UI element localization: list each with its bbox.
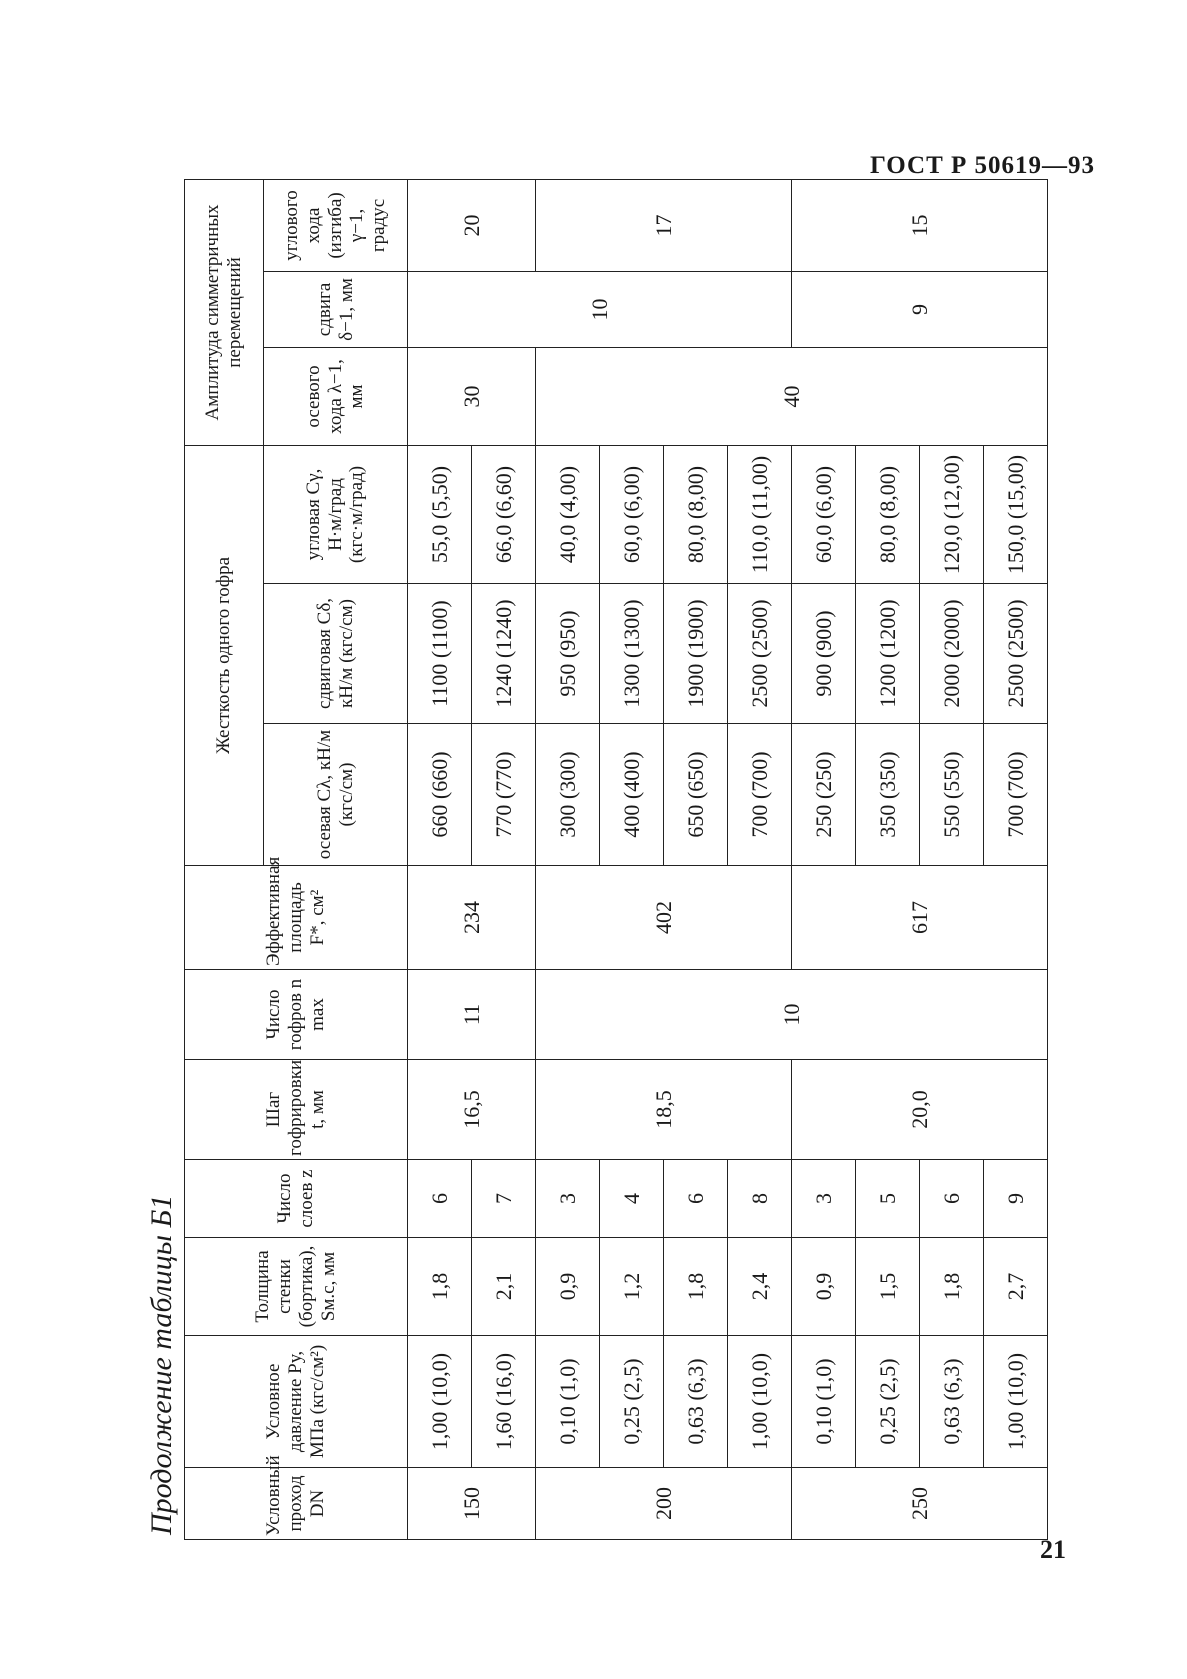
cell-stiffness-angular: 40,0 (4,00): [536, 445, 600, 583]
table-row: [536, 179, 600, 1539]
cell-stiffness-axial: 660 (660): [408, 724, 472, 866]
header-amplitude-group: Амплитуда симметричных перемещений: [185, 179, 264, 445]
cell-stiffness-axial: 250 (250): [792, 724, 856, 866]
cell-stiffness-angular: 110,0 (11,00): [728, 445, 792, 583]
cell-stiffness-axial: 700 (700): [728, 724, 792, 866]
cell-amplitude-axial: 40: [536, 347, 1048, 445]
cell-pressure: 0,10 (1,0): [792, 1336, 856, 1468]
cell-stiffness-axial: 700 (700): [984, 724, 1048, 866]
cell-wall: 1,8: [664, 1238, 728, 1336]
header-amplitude-axial: осевого хода λ−1, мм: [264, 347, 408, 445]
cell-layers: 6: [664, 1160, 728, 1238]
cell-stiffness-angular: 55,0 (5,50): [408, 445, 472, 583]
header-stiffness-angular: угловая Cγ, Н·м/град (кгс·м/град): [264, 445, 408, 583]
cell-layers: 6: [408, 1160, 472, 1238]
cell-layers: 3: [792, 1160, 856, 1238]
cell-stiffness-angular: 120,0 (12,00): [920, 445, 984, 583]
specification-table: [184, 179, 1048, 1540]
cell-layers: 4: [600, 1160, 664, 1238]
header-layers: Число слоев z: [185, 1160, 408, 1238]
cell-stiffness-axial: 300 (300): [536, 724, 600, 866]
cell-layers: 6: [920, 1160, 984, 1238]
cell-stiffness-shear: 950 (950): [536, 584, 600, 724]
header-wall: Толщина стенки (бортика), Sм.с, мм: [185, 1238, 408, 1336]
cell-stiffness-shear: 1240 (1240): [472, 584, 536, 724]
cell-stiffness-shear: 1300 (1300): [600, 584, 664, 724]
cell-stiffness-axial: 650 (650): [664, 724, 728, 866]
cell-corrugations: 10: [536, 970, 1048, 1060]
cell-stiffness-shear: 900 (900): [792, 584, 856, 724]
cell-corrugations: 11: [408, 970, 536, 1060]
cell-dn: 250: [792, 1468, 1048, 1540]
header-stiffness-axial: осевая Cλ, кН/м (кгс/см): [264, 724, 408, 866]
header-corrugations: Число гофров n max: [185, 970, 408, 1060]
cell-stiffness-angular: 80,0 (8,00): [664, 445, 728, 583]
cell-pressure: 0,63 (6,3): [664, 1336, 728, 1468]
cell-stiffness-shear: 1200 (1200): [856, 584, 920, 724]
header-amplitude-angular: углового хода (изгиба) γ−1, градус: [264, 179, 408, 271]
cell-stiffness-axial: 770 (770): [472, 724, 536, 866]
cell-amplitude-shear: 10: [408, 271, 792, 347]
header-pitch: Шаг гофрировки t, мм: [185, 1060, 408, 1160]
cell-layers: 7: [472, 1160, 536, 1238]
header-amplitude-shear: сдвига δ−1, мм: [264, 271, 408, 347]
table-caption: Продолжение таблицы Б1: [145, 1194, 178, 1535]
cell-amplitude-angular: 20: [408, 179, 536, 271]
cell-stiffness-angular: 80,0 (8,00): [856, 445, 920, 583]
cell-stiffness-angular: 66,0 (6,60): [472, 445, 536, 583]
cell-stiffness-axial: 350 (350): [856, 724, 920, 866]
cell-stiffness-shear: 1100 (1100): [408, 584, 472, 724]
header-pressure: Условное давление Pу, МПа (кгс/см²): [185, 1336, 408, 1468]
cell-wall: 1,8: [408, 1238, 472, 1336]
header-area: Эффективная площадь F*, см²: [185, 866, 408, 970]
cell-amplitude-shear: 9: [792, 271, 1048, 347]
cell-pressure: 1,00 (10,0): [984, 1336, 1048, 1468]
page-number: 21: [1040, 1535, 1066, 1564]
cell-pressure: 0,25 (2,5): [600, 1336, 664, 1468]
rotated-table-block: [140, 190, 1070, 1540]
cell-pressure: 0,25 (2,5): [856, 1336, 920, 1468]
cell-amplitude-angular: 17: [536, 179, 792, 271]
cell-stiffness-angular: 150,0 (15,00): [984, 445, 1048, 583]
cell-stiffness-shear: 1900 (1900): [664, 584, 728, 724]
cell-stiffness-axial: 400 (400): [600, 724, 664, 866]
header-dn: Условный проход DN: [185, 1468, 408, 1540]
cell-stiffness-angular: 60,0 (6,00): [600, 445, 664, 583]
cell-pressure: 1,00 (10,0): [728, 1336, 792, 1468]
cell-stiffness-axial: 550 (550): [920, 724, 984, 866]
cell-wall: 2,7: [984, 1238, 1048, 1336]
cell-dn: 200: [536, 1468, 792, 1540]
cell-stiffness-shear: 2500 (2500): [728, 584, 792, 724]
header-stiffness-group: Жесткость одного гофра: [185, 445, 264, 865]
cell-pitch: 20,0: [792, 1060, 1048, 1160]
cell-wall: 1,8: [920, 1238, 984, 1336]
cell-wall: 0,9: [792, 1238, 856, 1336]
header-stiffness-shear: сдвиговая Cδ, кН/м (кгс/см): [264, 584, 408, 724]
cell-dn: 150: [408, 1468, 536, 1540]
document-header: ГОСТ Р 50619—93: [870, 152, 1096, 179]
cell-amplitude-axial: 30: [408, 347, 536, 445]
cell-wall: 2,4: [728, 1238, 792, 1336]
cell-area: 402: [536, 866, 792, 970]
cell-amplitude-angular: 15: [792, 179, 1048, 271]
cell-stiffness-shear: 2000 (2000): [920, 584, 984, 724]
cell-layers: 5: [856, 1160, 920, 1238]
cell-pitch: 16,5: [408, 1060, 536, 1160]
cell-layers: 3: [536, 1160, 600, 1238]
cell-area: 617: [792, 866, 1048, 970]
cell-pressure: 1,00 (10,0): [408, 1336, 472, 1468]
cell-wall: 0,9: [536, 1238, 600, 1336]
cell-wall: 2,1: [472, 1238, 536, 1336]
cell-area: 234: [408, 866, 536, 970]
cell-wall: 1,5: [856, 1238, 920, 1336]
cell-pitch: 18,5: [536, 1060, 792, 1160]
cell-stiffness-angular: 60,0 (6,00): [792, 445, 856, 583]
cell-layers: 8: [728, 1160, 792, 1238]
table-row: [408, 179, 472, 1539]
cell-wall: 1,2: [600, 1238, 664, 1336]
cell-stiffness-shear: 2500 (2500): [984, 584, 1048, 724]
cell-pressure: 1,60 (16,0): [472, 1336, 536, 1468]
cell-pressure: 0,10 (1,0): [536, 1336, 600, 1468]
cell-layers: 9: [984, 1160, 1048, 1238]
cell-pressure: 0,63 (6,3): [920, 1336, 984, 1468]
